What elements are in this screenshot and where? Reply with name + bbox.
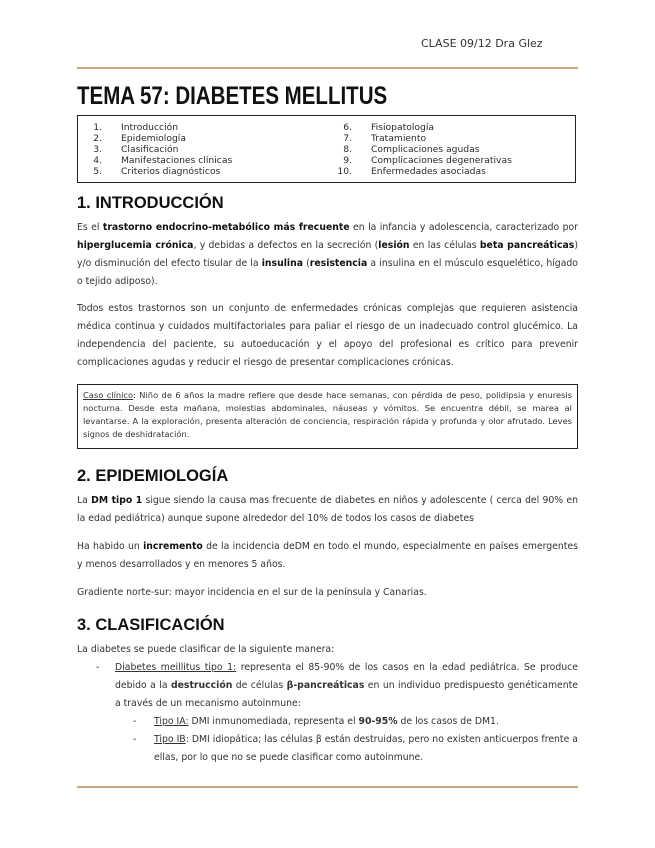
toc-item [328, 166, 568, 177]
toc-item [328, 155, 568, 166]
text-run: de los casos de DM1. [397, 716, 499, 727]
toc-item-number: 4. [93, 155, 102, 166]
text-run: sigue siendo la causa mas frecuente de diabetes en niños y adolescente ( cerca del 90% en la edad pediátrica) aunque supone alrededor del 10% de todos los casos de diabetes [77, 495, 578, 524]
toc-item-label: Introducción [121, 122, 179, 133]
clinical-case-box [77, 384, 578, 449]
toc-item-label: Fisiopatología [371, 122, 435, 133]
page-title: TEMA 57: DIABETES MELLITUS [77, 82, 388, 110]
text-run: : DMI idiopática; las células β están destruidas, pero no existen anticuerpos frente a ellas, por lo que no se puede clasificar como autoinmune. [154, 734, 578, 763]
epi-paragraph-2 [77, 538, 578, 574]
bold-run: destrucción [170, 680, 233, 691]
bold-run: beta pancreáticas [479, 240, 575, 251]
toc-column-right [328, 122, 568, 177]
epi-paragraph-3: Gradiente norte-sur: mayor incidencia en el sur de la península y Canarias. [77, 587, 427, 598]
toc-item-label: Epidemiología [121, 133, 186, 144]
section-heading-clasificacion: 3. CLASIFICACIÓN [77, 616, 225, 634]
intro-paragraph-2: Todos estos trastornos son un conjunto de enfermedades crónicas complejas que requieren asistencia médica continua y cuidados multifactoriales para paliar el riesgo de un inadecuado control glucémico. La independencia del paciente, su autoeducación y el apoyo del profesional es crítico para prevenir complicaciones agudas y reducir el riesgo de presentar complicaciones crónicas. [77, 303, 578, 368]
bold-run: trastorno endocrino-metabólico más frecuente [102, 222, 350, 233]
text-run: en las células [409, 240, 480, 251]
list-dash: - [133, 734, 137, 745]
list-dash: - [96, 662, 100, 673]
text-run: ( [302, 258, 310, 269]
toc-item-number: 3. [93, 144, 102, 155]
toc-item-label: Clasificación [121, 144, 179, 155]
list-item-body [154, 731, 578, 767]
sub-list-item [77, 713, 578, 731]
toc-item-label: Complicaciones agudas [371, 144, 480, 155]
list-dash: - [133, 716, 137, 727]
section-heading-introduccion: 1. INTRODUCCIÓN [77, 194, 224, 212]
toc-item-number: 6. [343, 122, 352, 133]
text-run: , y debidas a defectos en la secreción ( [193, 240, 379, 251]
toc-item-number: 2. [93, 133, 102, 144]
toc-item [328, 122, 568, 133]
text-run: a insulina en el músculo esquelético, hígado o tejido adiposo). [77, 258, 578, 287]
bold-run: β-pancreáticas [286, 680, 365, 691]
list-item-label: Tipo IB [154, 734, 186, 745]
toc-item-number: 9. [343, 155, 352, 166]
toc-item-number: 8. [343, 144, 352, 155]
clinical-case-text: : Niño de 6 años la madre refiere que desde hace semanas, con pérdida de peso, polidipsia y enuresis nocturna. Desde esta mañana, molestias abdominales, náuseas y vómitos. Se encuentra débil, se marea al levantarse. A la exploración, presenta alteración de conciencia, respiración rápida y profunda y olor afrutado. Leves signos de deshidratación. [83, 390, 572, 439]
toc-item [78, 122, 318, 133]
toc-item-label: Enfermedades asociadas [371, 166, 486, 177]
text-run: La [77, 495, 92, 506]
list-item-label: Diabetes meillitus tipo 1: [115, 662, 237, 673]
toc-item [78, 166, 318, 177]
toc-item [328, 144, 568, 155]
bold-run: insulina [261, 258, 303, 269]
top-divider [77, 67, 578, 69]
class-header-note: CLASE 09/12 Dra Glez [421, 37, 543, 50]
toc-item [78, 133, 318, 144]
bottom-divider [77, 786, 578, 788]
epi-paragraph-1 [77, 492, 578, 528]
clinical-case-label: Caso clínico [83, 390, 134, 400]
bold-run: lesión [378, 240, 410, 251]
bold-run: 90-95% [358, 716, 398, 727]
section-heading-epidemiologia: 2. EPIDEMIOLOGÍA [77, 467, 229, 485]
bold-run: hiperglucemia crónica [77, 240, 194, 251]
toc-item-label: Tratamiento [371, 133, 427, 144]
toc-item-label: Criterios diagnósticos [121, 166, 221, 177]
text-run: Ha habido un [77, 541, 144, 552]
text-run: de células [232, 680, 287, 691]
text-run: Es el [77, 222, 103, 233]
list-item-label: Tipo IA: [154, 716, 189, 727]
clas-intro: La diabetes se puede clasificar de la siguiente manera: [77, 644, 335, 655]
toc-item [78, 155, 318, 166]
bold-run: DM tipo 1 [91, 495, 143, 506]
list-item-body [115, 659, 578, 713]
text-run: representa el 85-90% de los casos en la edad pediátrica. Se produce debido a la [115, 662, 578, 691]
text-run: de la incidencia deDM en todo el mundo, especialmente en países emergentes y menos desarrollados y en menores 5 años. [77, 541, 578, 570]
toc-column-left [78, 122, 318, 177]
sub-list-item [77, 731, 578, 767]
toc-item-number: 5. [93, 166, 102, 177]
list-item [77, 659, 578, 713]
toc-item-label: Complicaciones degenerativas [371, 155, 512, 166]
text-run: en un individuo predispuesto genéticamente a través de un mecanismo autoinmune: [115, 680, 578, 709]
toc-item-number: 10. [337, 166, 352, 177]
toc-item-number: 1. [93, 122, 102, 133]
bold-run: resistencia [309, 258, 368, 269]
toc-item [78, 144, 318, 155]
toc-item-number: 7. [343, 133, 352, 144]
text-run: DMI inmunomediada, representa el [188, 716, 359, 727]
text-run: ) y/o disminución del efecto tisular de la [77, 240, 578, 269]
table-of-contents [77, 115, 576, 183]
bold-run: incremento [143, 541, 203, 552]
text-run: en la infancia y adolescencia, caracterizado por [349, 222, 578, 233]
list-item-body [154, 713, 578, 731]
toc-item [328, 133, 568, 144]
toc-item-label: Manifestaciones clínicas [121, 155, 233, 166]
intro-paragraph-1 [77, 219, 578, 291]
